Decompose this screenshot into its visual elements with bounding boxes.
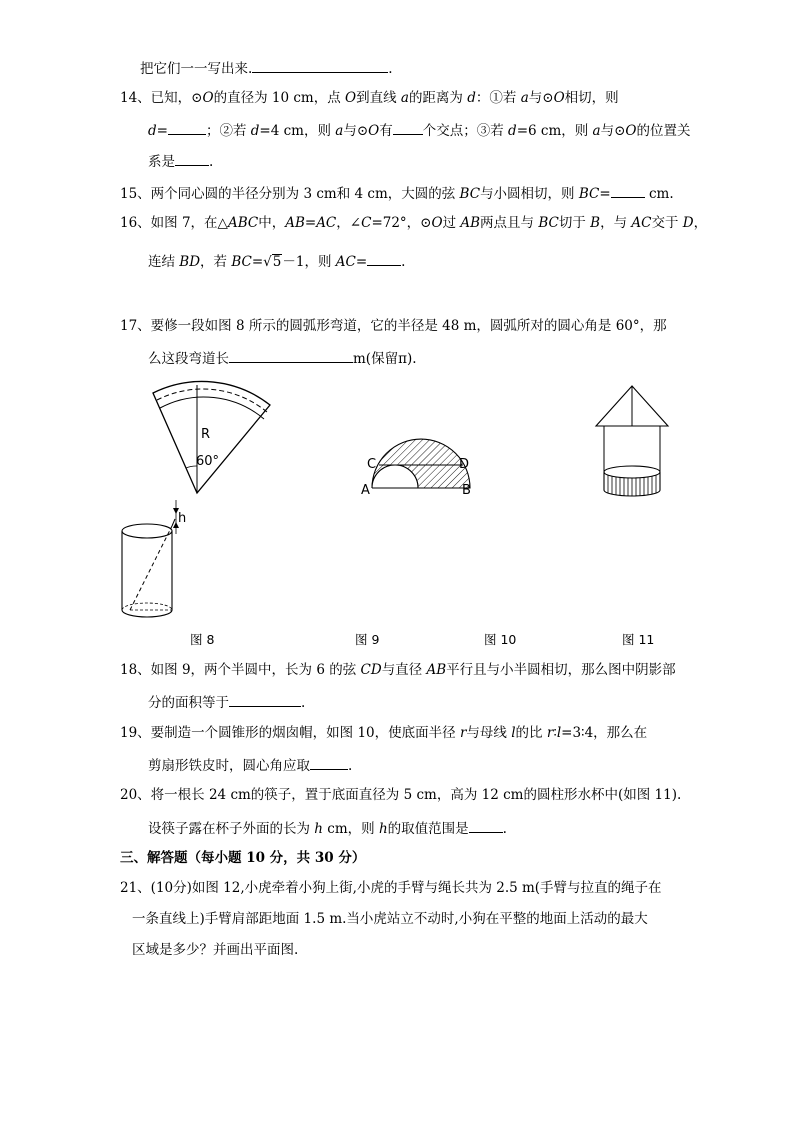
q14-text: 相切，则 bbox=[564, 90, 619, 106]
q15-var: BC bbox=[578, 186, 600, 202]
q14-text: 的位置关 bbox=[636, 123, 691, 139]
q14-line3 bbox=[148, 151, 213, 171]
q18-text: 与直径 bbox=[381, 662, 427, 678]
pipe-ribs bbox=[608, 475, 656, 496]
cylinder-cup-figure bbox=[114, 498, 194, 626]
q20-line2 bbox=[148, 818, 507, 838]
q16-var: AC bbox=[316, 215, 337, 231]
q19-text: 剪扇形铁皮时，圆心角应取 bbox=[148, 758, 310, 774]
q17-text: m(保留π). bbox=[353, 351, 417, 367]
q14-text: 系是 bbox=[148, 154, 175, 170]
sector-outline bbox=[153, 381, 270, 493]
q14-line1 bbox=[120, 89, 619, 107]
q14-text: 个交点；③若 bbox=[422, 123, 509, 139]
q16-var: C bbox=[361, 215, 372, 231]
q20-line1 bbox=[120, 786, 681, 804]
q16-blank[interactable] bbox=[367, 251, 401, 266]
q16-text: = bbox=[355, 254, 368, 270]
q18-text: 平行且与小半圆相切，那么图中阴影部 bbox=[446, 662, 676, 678]
figure-11-chimney-cap bbox=[590, 380, 680, 500]
q16-text: －1，则 bbox=[282, 254, 336, 270]
q14-line2 bbox=[148, 120, 691, 140]
q18-line1 bbox=[120, 661, 676, 679]
q20-text: cm，则 bbox=[323, 821, 379, 837]
q14-blank-1[interactable] bbox=[168, 120, 206, 135]
q18-text: 18、如图 9，两个半圆中，长为 6 的弦 bbox=[120, 662, 361, 678]
q16-text: 过 bbox=[442, 215, 461, 231]
q18-var: CD bbox=[360, 662, 382, 678]
q14-var: O bbox=[368, 123, 380, 139]
q14-text: 的直径为 10 cm，点 bbox=[213, 90, 345, 106]
q19-text: 19、要制造一个圆锥形的烟囱帽，如图 10，使底面半径 bbox=[120, 725, 460, 741]
q16-text: ，若 bbox=[200, 254, 232, 270]
q15-var: BC bbox=[459, 186, 481, 202]
q18-text: . bbox=[301, 695, 306, 711]
q14-var: d bbox=[250, 123, 260, 139]
q20-var: h bbox=[314, 821, 323, 837]
q18-text: 分的面积等于 bbox=[148, 695, 229, 711]
q20-blank[interactable] bbox=[469, 818, 503, 833]
q19-line1 bbox=[120, 724, 647, 742]
label-c: C bbox=[367, 457, 377, 472]
q16-var: B bbox=[590, 215, 601, 231]
q15-text: 15、两个同心圆的半径分别为 3 cm和 4 cm，大圆的弦 bbox=[120, 186, 460, 202]
q14-var: O bbox=[202, 90, 214, 106]
h-label: h bbox=[178, 511, 187, 526]
q19-var: l bbox=[511, 725, 516, 741]
q16-text: 交于 bbox=[651, 215, 683, 231]
q18-var: AB bbox=[426, 662, 447, 678]
cylinder-bottom-back bbox=[122, 603, 172, 610]
q14-text: ；②若 bbox=[205, 123, 251, 139]
label-a: A bbox=[361, 483, 370, 498]
q20-text: . bbox=[502, 821, 507, 837]
q16-var: BC bbox=[231, 254, 252, 270]
caption-figure-11: 图 11 bbox=[622, 632, 655, 647]
q14-var: a bbox=[520, 90, 529, 106]
q14-var: d bbox=[508, 123, 517, 139]
pipe-top bbox=[604, 466, 660, 478]
q19-text: =3∶4，那么在 bbox=[561, 725, 648, 741]
q19-text: . bbox=[348, 758, 353, 774]
caption-figure-8: 图 8 bbox=[190, 632, 215, 647]
q16-var: AC bbox=[631, 215, 652, 231]
q14-text: 有 bbox=[379, 123, 393, 139]
q14-var: O bbox=[625, 123, 637, 139]
q14-var: O bbox=[553, 90, 565, 106]
q17-line1 bbox=[120, 317, 667, 335]
q19-text: 的比 bbox=[515, 725, 547, 741]
q16-text: 16、如图 7，在△ bbox=[120, 215, 228, 231]
q16-var: BD bbox=[179, 254, 201, 270]
q14-text: =4 cm，则 bbox=[259, 123, 336, 139]
chopstick-diagonal bbox=[130, 526, 172, 610]
q19-text: 与母线 bbox=[466, 725, 512, 741]
q14-var: a bbox=[335, 123, 344, 139]
q20-text: 设筷子露在杯子外面的长为 bbox=[148, 821, 315, 837]
caption-figure-9: 图 9 bbox=[355, 632, 380, 647]
section-3-heading: 三、解答题（每小题 10 分，共 30 分） bbox=[120, 850, 366, 866]
q16-text: 两点且与 bbox=[480, 215, 539, 231]
q18-line2 bbox=[148, 692, 305, 712]
figure-8-sector bbox=[140, 372, 290, 502]
q14-text: 到直线 bbox=[356, 90, 401, 106]
q19-line2 bbox=[148, 755, 352, 775]
cylinder-bottom-front bbox=[122, 610, 172, 617]
q14-text: =6 cm，则 bbox=[516, 123, 593, 139]
q16-text: ， bbox=[693, 215, 708, 231]
q16-var: AC bbox=[335, 254, 356, 270]
q21-line1: 21、(10分)如图 12,小虎牵着小狗上街,小虎的手臂与绳长共为 2.5 m(手臂与拉直的绳子在 bbox=[120, 880, 662, 896]
q15-blank[interactable] bbox=[611, 183, 645, 198]
q21-line3: 区域是多少？并画出平面图. bbox=[132, 942, 299, 958]
q14-var: a bbox=[400, 90, 409, 106]
q16-text: = bbox=[251, 254, 264, 270]
q16-text: . bbox=[401, 254, 406, 270]
q16-var: ABC bbox=[227, 215, 259, 231]
q19-var: l bbox=[556, 725, 562, 741]
q20-text: 的取值范围是 bbox=[387, 821, 469, 837]
q17-text: 么这段弯道长 bbox=[148, 351, 229, 367]
q16-text: ，∠ bbox=[336, 215, 362, 231]
q16-text: = bbox=[304, 215, 317, 231]
q17-blank[interactable] bbox=[229, 348, 353, 363]
angle-label: 60° bbox=[196, 454, 220, 469]
q17-text: 17、要修一段如图 8 所示的圆弧形弯道，它的半径是 48 m，圆弧所对的圆心角是 60°，那 bbox=[120, 318, 667, 334]
q21-line2: 一条直线上)手臂肩部距地面 1.5 m.当小虎站立不动时,小狗在平整的地面上活动的最大 bbox=[132, 911, 648, 927]
cylinder-top bbox=[122, 524, 172, 538]
q14-blank-2[interactable] bbox=[393, 120, 423, 135]
q13-tail-line: 把它们一一写出来. . bbox=[140, 58, 393, 78]
q14-blank-3[interactable] bbox=[175, 151, 209, 166]
q16-var: BC bbox=[538, 215, 559, 231]
q16-var: O bbox=[431, 215, 443, 231]
q20-var: h bbox=[378, 821, 388, 837]
caption-figure-10: 图 10 bbox=[484, 632, 517, 647]
q14-var: d bbox=[148, 123, 157, 139]
sqrt-sign: √ bbox=[263, 254, 272, 270]
label-d: D bbox=[459, 457, 470, 472]
q15-text: 与小圆相切，则 bbox=[480, 186, 579, 202]
q19-var: r bbox=[546, 725, 554, 741]
figure-9-semicircles bbox=[360, 410, 480, 500]
q16-text: ，与 bbox=[600, 215, 632, 231]
q16-line2 bbox=[148, 251, 405, 271]
q19-text: ∶ bbox=[553, 725, 557, 741]
q16-text: 中， bbox=[258, 215, 286, 231]
radius-label: R bbox=[201, 427, 211, 442]
q16-text: 连结 bbox=[148, 254, 180, 270]
q19-blank[interactable] bbox=[310, 755, 348, 770]
q16-var: AB bbox=[460, 215, 481, 231]
q14-text: 与⊙ bbox=[343, 123, 369, 139]
q19-var: r bbox=[459, 725, 467, 741]
q14-var: a bbox=[592, 123, 601, 139]
q14-text: . bbox=[209, 154, 214, 170]
q14-var: d bbox=[467, 90, 476, 106]
q15-text: = bbox=[599, 186, 611, 202]
q14-text: 14、已知，⊙ bbox=[120, 90, 203, 106]
q13-answer-blank[interactable] bbox=[252, 58, 388, 73]
q18-blank[interactable] bbox=[229, 692, 301, 707]
q14-text: = bbox=[156, 123, 168, 139]
q16-line1 bbox=[120, 214, 707, 232]
q16-var: D bbox=[682, 215, 694, 231]
q16-var: AB bbox=[285, 215, 305, 231]
q20-text: 20、将一根长 24 cm的筷子，置于底面直径为 5 cm，高为 12 cm的圆柱形水杯中(如图 11). bbox=[120, 787, 682, 803]
q14-var: O bbox=[345, 90, 357, 106]
q15-text: cm. bbox=[644, 186, 674, 202]
q13-tail-text: 把它们一一写出来. bbox=[140, 61, 253, 77]
q14-text: ：①若 bbox=[475, 90, 521, 106]
q14-text: 与⊙ bbox=[600, 123, 626, 139]
q16-text: 切于 bbox=[558, 215, 591, 231]
label-b: B bbox=[462, 483, 471, 498]
q15-line bbox=[120, 183, 674, 203]
q17-line2 bbox=[148, 348, 417, 368]
q16-text: =72°，⊙ bbox=[371, 215, 432, 231]
q14-text: 与⊙ bbox=[528, 90, 554, 106]
sqrt-argument: 5 bbox=[272, 254, 282, 270]
q14-text: 的距离为 bbox=[408, 90, 468, 106]
